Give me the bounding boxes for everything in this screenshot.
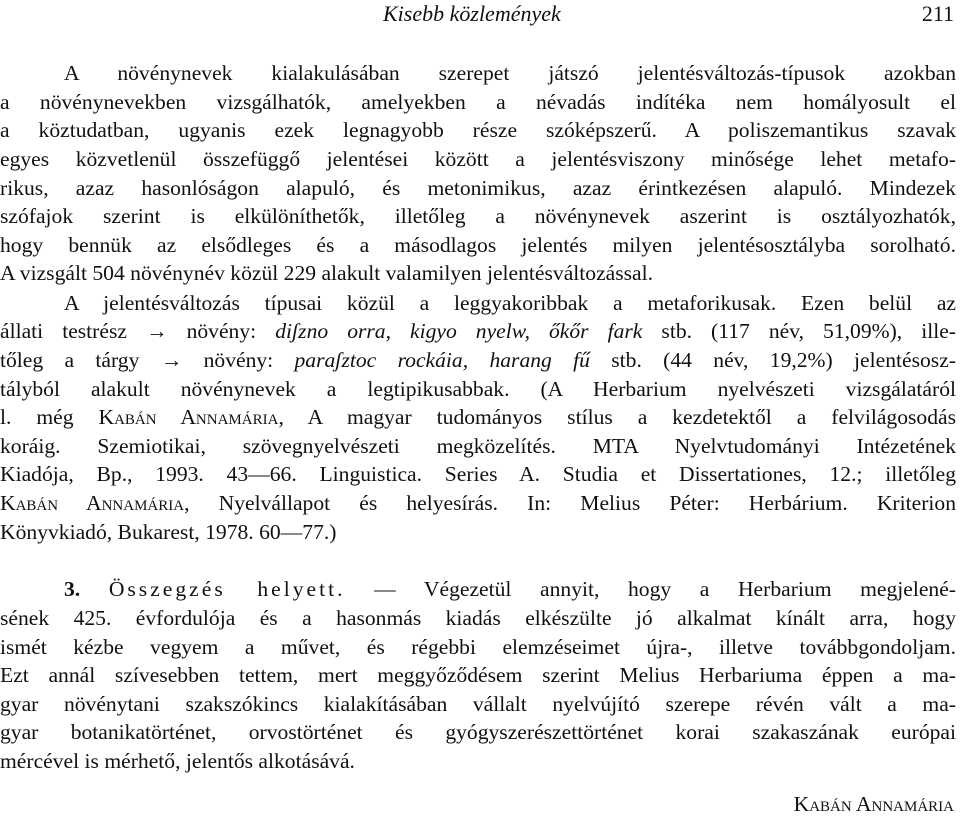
paragraph-1-line-1: A növénynevek kialakulásában szerepet játszó jelentésváltozás-típusok azokban — [64, 61, 956, 85]
paragraph-2-line-2 — [0, 317, 956, 345]
text-segment: növény: — [167, 319, 276, 343]
text-segment: stb. (44 név, 19,2%) jelentésosz- — [589, 348, 956, 372]
section-3-line-1 — [64, 575, 956, 603]
paragraph-2-line-7: Kiadója, Bp., 1993. 43—66. Linguistica. Series A. Studia et Dissertationes, 12.; illetőleg — [0, 462, 956, 486]
paragraph-1-line-7: hogy bennük az elsődleges és a másodlagos jelentés milyen jelentésosztályba sorolható. — [0, 233, 956, 257]
text-segment: l. még — [0, 405, 99, 429]
paragraph-2-line-1: A jelentésváltozás típusai közül a leggyakoribbak a metaforikusak. Ezen belül az — [64, 291, 956, 315]
page-header — [0, 0, 960, 28]
section-3-line-5: gyar növénytani szakszókincs kialakításában vállalt nyelvújító szerepe révén vált a ma- — [0, 692, 956, 716]
paragraph-1-line-4: egyes közvetlenül összefüggő jelentései között a jelentésviszony minősége lehet metafo- — [0, 147, 956, 171]
section-3-line-3: ismét kézbe vegyem a művet, és régebbi elemzéseimet újra-, illetve továbbgondoljam. — [0, 635, 956, 659]
plant-name-examples: diʃzno orra, kigyo nyelw, őkőr fark — [275, 319, 643, 343]
section-3-line-2: sének 425. évfordulója és a hasonmás kiadás elkészülte jó alkalmat kínált arra, hogy — [0, 606, 956, 630]
paragraph-2-line-6: koráig. Szemiotikai, szövegnyelvészeti megközelítés. MTA Nyelvtudományi Intézetének — [0, 434, 956, 458]
running-title: Kisebb közlemények — [383, 1, 561, 26]
arrow-icon: → — [160, 348, 183, 372]
section-number: 3. — [64, 577, 81, 601]
paragraph-1-line-5: rikus, azaz hasonlóságon alapuló, és metonimikus, azaz érintkezésen alapuló. Mindezek — [0, 176, 956, 200]
text-segment: , Nyelvállapot és helyesírás. In: Melius Péter: Herbárium. Kriterion — [184, 491, 956, 515]
section-heading: Összegzés helyett. — [108, 577, 346, 601]
text-segment: stb. (117 név, 51,09%), ille- — [642, 319, 956, 343]
plant-name-examples: paraʃztoc rockáia, harang fű — [294, 348, 590, 372]
paragraph-2-line-8 — [0, 489, 956, 517]
text-segment: növény: — [182, 348, 295, 372]
paragraph-1-line-3: a köztudatban, ugyanis ezek legnagyobb része szóképszerű. A poliszemantikus szavak — [0, 118, 956, 142]
text-segment: , A magyar tudományos stílus a kezdetektől a felvilágosodás — [278, 405, 956, 429]
section-3-line-6: gyar botanikatörténet, orvostörténet és gyógyszerészettörténet korai szakaszának európai — [0, 720, 956, 744]
page-number: 211 — [921, 1, 954, 26]
paragraph-1-line-6: szófajok szerint is elkülöníthetők, illetőleg a növénynevek aszerint is osztályozhatók, — [0, 204, 956, 228]
author-byline: Kabán Annamária — [793, 792, 954, 816]
arrow-icon: → — [145, 319, 168, 343]
text-segment: tőleg a tárgy — [0, 348, 161, 372]
paragraph-2-line-4: tályból alakult növénynevek a legtipikusabbak. (A Herbarium nyelvészeti vizsgálatáról — [0, 377, 956, 401]
paragraph-1-line-2: a növénynevekben vizsgálhatók, amelyekben a névadás indítéka nem homályosult el — [0, 90, 956, 114]
section-3-line-4: Ezt annál szívesebben tettem, mert meggyőződésem szerint Melius Herbariuma éppen a ma- — [0, 663, 956, 687]
paragraph-2-line-9: Könyvkiadó, Bukarest, 1978. 60—77.) — [0, 520, 337, 544]
text-segment: állati testrész — [0, 319, 146, 343]
paragraph-2-line-3 — [0, 346, 956, 374]
paragraph-1-line-8: A vizsgált 504 növénynév közül 229 alakult valamilyen jelentésváltozással. — [0, 261, 654, 285]
author-name: Kabán Annamária — [0, 491, 185, 515]
section-3-line-7: mércével is mérhető, jelentős alkotásává. — [0, 749, 355, 773]
paragraph-2-line-5 — [0, 403, 956, 431]
author-name: Kabán Annamária — [98, 405, 279, 429]
text-segment: — Végezetül annyit, hogy a Herbarium megjelené- — [345, 577, 957, 601]
